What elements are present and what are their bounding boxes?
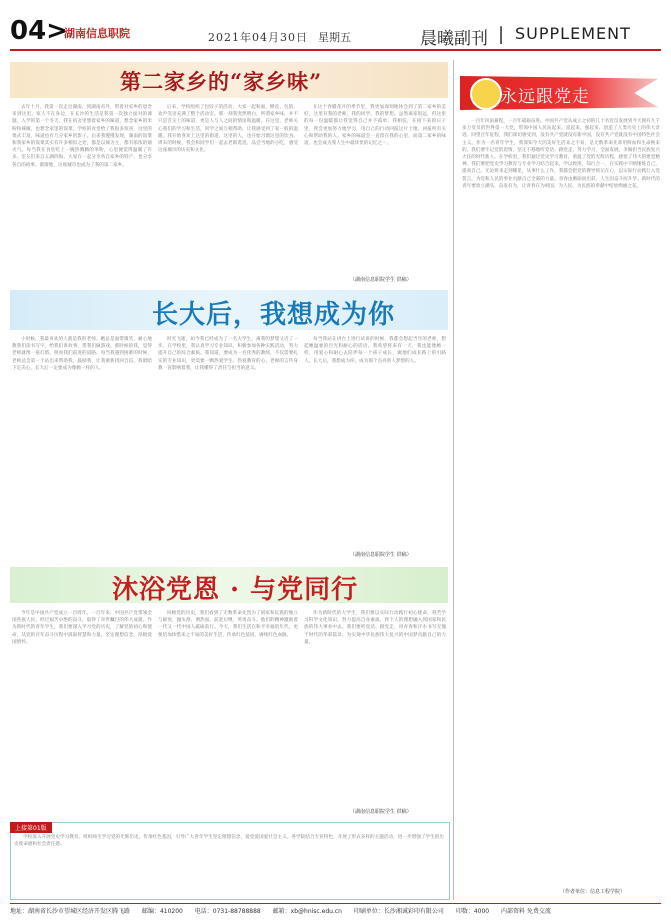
article2-col3-text: 每当我站在讲台上进行试讲的时候，我都会想起当年的老师，想起她温柔的目光和耐心的话语。我希望将来有一天，我也能像她一样，用爱心和耐心去陪伴每一个孩子成长，做他们成长路上的引路人。长大后，我想成为你，成为那个点亮别人梦想的人。 bbox=[304, 337, 446, 364]
article3-column-1 bbox=[12, 610, 152, 815]
footer-phone: 电话：0731-88788888 bbox=[194, 908, 261, 915]
article3-col1-text: 今年是中国共产党成立一百周年。一百年来，中国共产党带领全国各族人民，经过艰苦卓绝的奋斗，取得了举世瞩目的伟大成就。作为新时代的青年学生，我们要深入学习党的历史，了解党的初心和使命，从党的百年奋斗历程中汲取智慧和力量，坚定理想信念，厚植爱国情怀。 bbox=[12, 611, 152, 645]
footer-email: 邮箱：xb@hnisc.edu.cn bbox=[272, 908, 342, 915]
article1-column-3 bbox=[304, 104, 446, 274]
article3-col2-text: 回顾党的历史，我们看到了无数革命先烈为了国家和民族的独立与解放，抛头颅、洒热血，前赴后继，英勇奋斗。他们的精神激励着一代又一代中国人砥砺前行。今天，我们生活在和平幸福的年代，更要倍加珍惜来之不易的美好生活，传承红色基因，赓续红色血脉。 bbox=[158, 611, 298, 638]
article3-col3-text: 作为新时代的大学生，我们要以实际行动践行初心使命，刻苦学习科学文化知识，努力提高自身素质，将个人的理想融入到国家和民族的伟大事业中去。我们要听党话、跟党走，用青春和汗水书写无愧于时代的华彩篇章，为实现中华民族伟大复兴的中国梦贡献自己的力量。 bbox=[304, 611, 446, 645]
article1-col2-text: 后来，学校组织了包饺子的活动，大家一起和面、擀皮、包馅，欢声笑语充满了整个活动室。那一刻我突然明白，所谓家乡味，并不只是舌尖上的味道，更是人与人之间的情谊和温暖。在这里，老师关心我们的学习和生活，同学之间互相帮助，让我感受到了家一般的温暖。我开始喜欢上这里的街道、这里的人，也开始习惯这里的饮食。周末的时候，我会和同学们一起去老街逛逛，品尝当地的小吃，感受这座城市的历史和文化。 bbox=[158, 105, 298, 154]
article4-column bbox=[462, 118, 660, 818]
school-brand: 湖南信息职院 bbox=[64, 27, 130, 40]
article1-byline: （湖南信息职院学生 供稿） bbox=[350, 277, 412, 283]
footer-address: 地址：湖南省长沙市望城区经济开发区腾飞路 bbox=[10, 908, 131, 915]
section-title: 晨曦副刊 bbox=[420, 29, 488, 49]
continued-text-block bbox=[14, 834, 444, 896]
footer-divider bbox=[10, 903, 661, 904]
article2-column-1 bbox=[12, 336, 152, 558]
issue-weekday: 星期五 bbox=[318, 31, 351, 44]
continued-label: 上接第01版 bbox=[10, 822, 52, 833]
footer-price: 内部资料 免费交流 bbox=[501, 908, 551, 915]
article4-title: 永远跟党走 bbox=[500, 87, 590, 107]
footer-copies: 印数：4000 bbox=[455, 908, 490, 915]
footer bbox=[10, 906, 661, 915]
article2-title: 长大后，我想成为你 bbox=[152, 300, 396, 330]
article4-byline: （作者单位：信息工程学院） bbox=[560, 889, 626, 895]
footer-printer: 印刷单位：长沙湘诚彩印有限公司 bbox=[353, 908, 444, 915]
article2-column-2 bbox=[158, 336, 298, 558]
section-title-en: SUPPLEMENT bbox=[515, 24, 631, 43]
article1-col3-text: 在这个春暖花开的季节里，我更加深刻地体会到了第二家乡的美好。这里有我的老师、我的同学、我的梦想。虽然离家很远，但这里的每一份温暖都让我觉得自己并不孤单。我相信，在接下来的日子里，我会更加努力地学习，用自己的行动回报这片土地，回报所有关心和帮助我的人。家乡的味道会一直留在我的心里，而第二家乡的味道，也会成为我人生中最珍贵的记忆之一。 bbox=[304, 105, 446, 147]
continued-text: 学校深入开展党史学习教育，组织师生学习党的光辉历史，传承红色基因，引导广大青年学生坚定理想信念，爱党爱国爱社会主义。各学院结合专业特色，开展了形式多样的主题活动，进一步增强了学生的历史使命感和社会责任感。 bbox=[14, 835, 444, 848]
article1-title: 第二家乡的“家乡味” bbox=[120, 69, 323, 94]
footer-postcode: 邮编：410200 bbox=[141, 908, 183, 915]
article1-column-2 bbox=[158, 104, 298, 284]
article2-col1-text: 小时候，我最喜欢的人就是我的老师。她总是面带微笑，耐心地教我们读书写字，给我们讲故事，带我们做游戏。那时候的我，觉得老师就像一座灯塔，照亮我们前进的道路。每当我遇到困难的时候，老师总会第一个站出来帮助我，鼓励我，让我重新找回自信。我暗暗下定决心，长大后一定要成为像她一样的人。 bbox=[12, 337, 152, 371]
article2-col2-text: 时光飞逝，如今我已经成为了一名大学生，离我的梦想又近了一步。在学校里，我认真学习专业知识，积极参加各种实践活动，努力提升自己的综合素质。我知道，要成为一名优秀的教师，不仅需要扎实的专业知识，更需要一颗热爱学生、热爱教育的心。老师的言传身教一直影响着我，让我懂得了责任与担当的意义。 bbox=[158, 337, 298, 371]
header-separator: | bbox=[498, 24, 505, 45]
article1-col1-text: 去年十月，我第一次走出湖南，到湖南省外，带着对家乡的思念来到这里。家人不在身边，在长沙的生活是我第一次独立面对的课题。入学的第一个冬天，我在宿舍里想着家乡的味道，想念家乡的米粉和辣椒，也想念家里的饭菜。学校的食堂给了我很多惊喜，这里的菜式丰富，味道也有几分家乡的影子。后来我慢慢发现，湖南的饭菜和我家乡的饭菜其实有许多相似之处，都是以辣为主，都有浓浓的烟火气。每当我在食堂吃上一碗热腾腾的米粉，心里便觉得温暖了许多。室友们来自五湖四海，大家在一起分享各自家乡的特产，也分享各自的故事。渐渐地，这座城市也成为了我的第二家乡。 bbox=[12, 105, 152, 168]
article3-title: 沐浴党恩 · 与党同行 bbox=[112, 575, 359, 605]
article2-column-3 bbox=[304, 336, 446, 548]
article1-column-1 bbox=[12, 104, 152, 284]
article3-column-2 bbox=[158, 610, 298, 815]
column-divider bbox=[453, 60, 454, 900]
header-divider bbox=[10, 49, 661, 51]
article3-byline: （湖南信息职院学生 供稿） bbox=[350, 809, 412, 815]
article2-byline: （湖南信息职院学生 供稿） bbox=[350, 552, 412, 558]
article3-column-3 bbox=[304, 610, 446, 806]
issue-date: 2021年04月30日 bbox=[208, 31, 308, 44]
article4-text: 一百年风雨兼程，一百年砥砺奋进。中国共产党从成立之初的几十名党员发展到今天拥有九千多万党员的世界第一大党，带领中国人民站起来、富起来、强起来，创造了人类历史上的伟大奇迹。回望百年征程，我们深切感受到，没有共产党就没有新中国，没有共产党就没有中国特色社会主义。作为一名青年学生，我深知今天的美好生活来之不易，是无数革命先辈用鲜血和生命换来的。我们要牢记党的恩情，坚定不移地听党话、跟党走，努力学习，全面发展，争做担当民族复兴大任的时代新人。在学校里，我们通过党史学习教育，重温了党的光辉历程，感悟了伟大的建党精神。我们要把党史学习教育与专业学习结合起来，学以致用，知行合一，在实践中不断锤炼自己，提高自己。无论将来走到哪里，从事什么工作，我都会把党的教导铭记在心，以实际行动践行入党誓言，为党和人民的事业贡献自己全部的力量。青春由磨砺而出彩，人生因奋斗而升华。新时代的青年要勇立潮头，奋发有为，让青春在为祖国、为人民、为民族的奉献中绽放绚丽之花。 bbox=[462, 119, 660, 189]
page-number: 04> bbox=[10, 16, 68, 46]
party-emblem-icon bbox=[470, 78, 502, 110]
